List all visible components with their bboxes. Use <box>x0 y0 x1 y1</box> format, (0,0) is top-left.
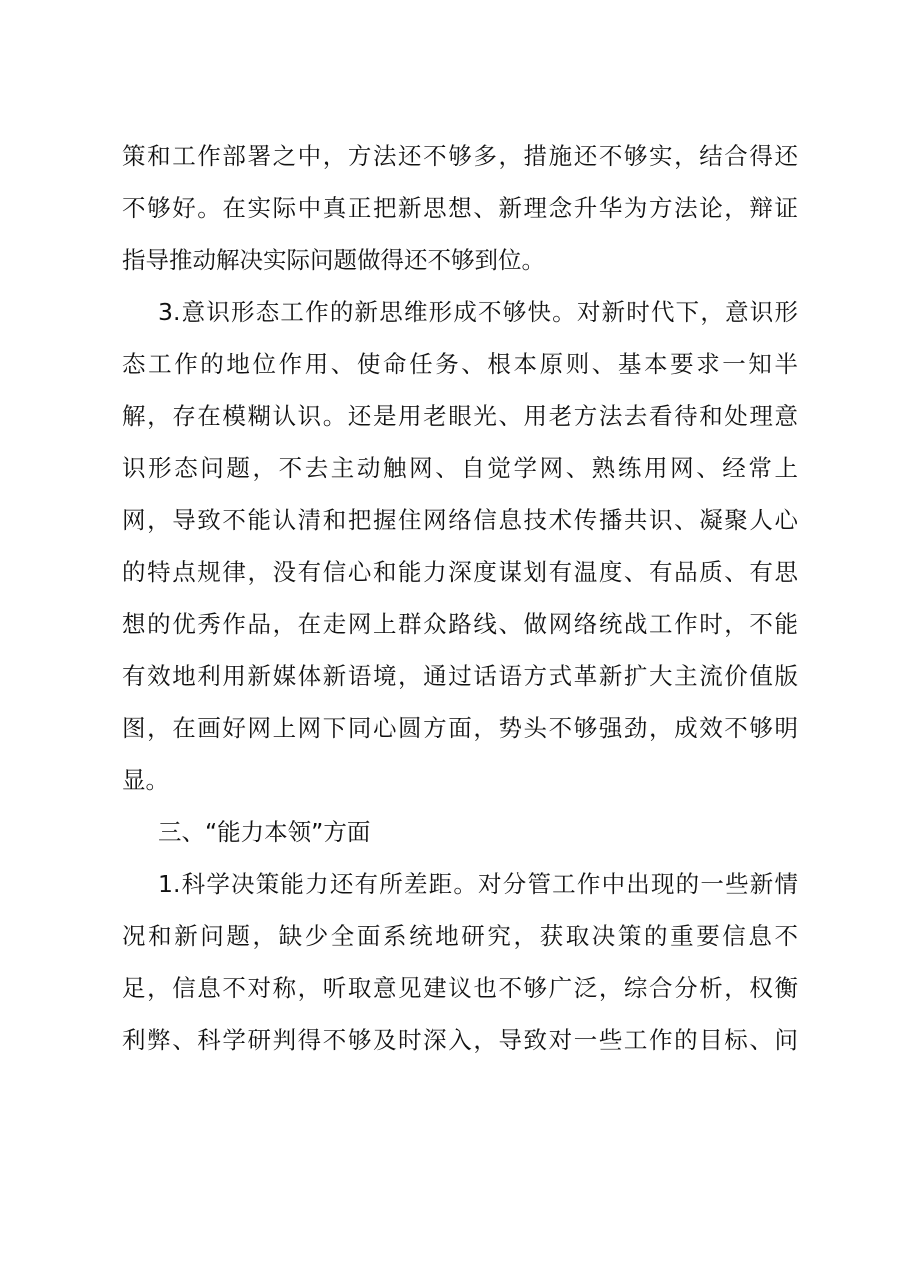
text-line: 显。 <box>122 766 169 794</box>
text-line: 图，在画好网上网下同心圆方面，势头不够强劲，成效不够明 <box>122 714 798 742</box>
text-line: 1.科学决策能力还有所差距。对分管工作中出现的一些新情 <box>158 870 798 898</box>
text-line: 有效地利用新媒体新语境，通过话语方式革新扩大主流价值版 <box>122 662 798 690</box>
paragraph-continuation <box>122 130 798 286</box>
text-line: 不够好。在实际中真正把新思想、新理念升华为方法论，辩证 <box>122 194 798 222</box>
text-line: 策和工作部署之中，方法还不够多，措施还不够实，结合得还 <box>122 142 798 170</box>
text-line: 况和新问题，缺少全面系统地研究，获取决策的重要信息不 <box>122 922 798 950</box>
text-line: 识形态问题，不去主动触网、自觉学网、熟练用网、经常上 <box>122 454 798 482</box>
text-line: 的特点规律，没有信心和能力深度谋划有温度、有品质、有思 <box>122 558 798 586</box>
text-line: 利弊、科学研判得不够及时深入，导致对一些工作的目标、问 <box>122 1026 798 1054</box>
text-line: 指导推动解决实际问题做得还不够到位。 <box>122 246 545 274</box>
paragraph-item-1 <box>122 858 798 1066</box>
text-line: 3.意识形态工作的新思维形成不够快。对新时代下，意识形 <box>158 298 798 326</box>
text-line: 想的优秀作品，在走网上群众路线、做网络统战工作时，不能 <box>122 610 798 638</box>
text-line: 态工作的地位作用、使命任务、根本原则、基本要求一知半 <box>122 350 798 378</box>
document-body <box>122 130 798 1066</box>
section-heading-text: 三、“能力本领”方面 <box>158 818 371 846</box>
text-line: 解，存在模糊认识。还是用老眼光、用老方法去看待和处理意 <box>122 402 798 430</box>
text-line: 足，信息不对称，听取意见建议也不够广泛，综合分析，权衡 <box>122 974 798 1002</box>
paragraph-item-3 <box>122 286 798 806</box>
section-heading <box>122 806 798 858</box>
text-line: 网，导致不能认清和把握住网络信息技术传播共识、凝聚人心 <box>122 506 798 534</box>
